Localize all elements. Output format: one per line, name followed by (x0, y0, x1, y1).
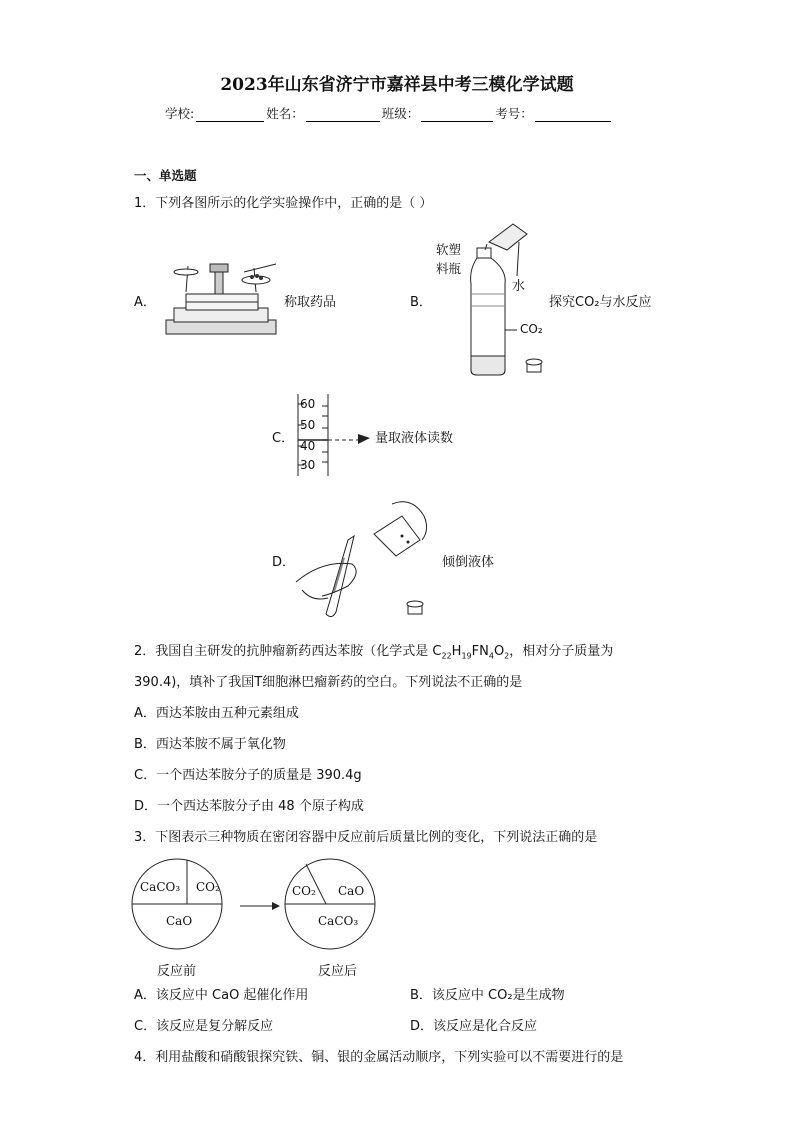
q1-option-b-letter[interactable]: B． (410, 295, 432, 310)
q2-option-a[interactable]: A．西达苯胺由五种元素组成 (134, 706, 299, 721)
pie-before-cao: CaO (166, 914, 193, 928)
section-heading: 一、单选题 (134, 168, 197, 183)
q1-option-a-letter[interactable]: A． (134, 295, 156, 310)
q2-stem-line1: 2．我国自主研发的抗肿瘤新药西达苯胺（化学式是 $C_{22}H_{19}FN_4O_2$，相对分子质量为 (134, 644, 614, 661)
q2-stem-line2: 390.4)，填补了我国T细胞淋巴瘤新药的空白。下列说法不正确的是 (134, 675, 523, 690)
page-title: 2023年山东省济宁市嘉祥县中考三模化学试题 (220, 75, 574, 95)
pie-after-cao: CaO (338, 884, 365, 898)
school-blank[interactable] (196, 108, 264, 122)
exam-no-blank[interactable] (535, 108, 611, 122)
class-blank[interactable] (421, 108, 493, 122)
pouring-liquid-illustration (292, 496, 432, 624)
water-label: 水 (512, 279, 526, 294)
q1-option-c-caption: 量取液体读数 (375, 431, 454, 446)
q2-option-b[interactable]: B．西达苯胺不属于氧化物 (134, 737, 286, 752)
q1-option-d-letter[interactable]: D． (272, 555, 296, 570)
pie-before-caco3: CaCO₃ (140, 880, 181, 894)
bottle-label-1: 软塑 (436, 242, 462, 257)
name-label: 姓名： (266, 106, 304, 121)
co2-bottle-illustration (465, 220, 555, 378)
q3-option-a[interactable]: A．该反应中 CaO 起催化作用 (134, 988, 309, 1003)
co2-label: CO₂ (520, 322, 543, 336)
q1-option-b-caption: 探究CO₂与水反应 (549, 295, 652, 310)
balance-illustration (160, 258, 280, 340)
tick-50: 50 (300, 418, 316, 432)
q3-option-c[interactable]: C．该反应是复分解反应 (134, 1019, 274, 1034)
pie-after-caco3: CaCO₃ (318, 914, 359, 928)
q3-option-d[interactable]: D．该反应是化合反应 (410, 1019, 538, 1034)
student-info-line (165, 104, 613, 122)
pie-before-label: 反应前 (157, 964, 197, 979)
q3-stem: 3．下图表示三种物质在密闭容器中反应前后质量比例的变化，下列说法正确的是 (134, 830, 598, 845)
pie-after-label: 反应后 (318, 964, 358, 979)
q1-option-c-letter[interactable]: C． (272, 431, 295, 446)
q1-stem: 1．下列各图所示的化学实验操作中，正确的是（ ） (134, 196, 433, 211)
bottle-label-2: 料瓶 (436, 261, 462, 276)
class-label: 班级： (381, 106, 420, 121)
tick-40: 40 (300, 439, 316, 453)
pie-before-co2: CO₂ (196, 880, 220, 894)
school-label: 学校: (165, 106, 195, 121)
exam-no-label: 考号： (495, 106, 533, 121)
q1-option-d-caption: 倾倒液体 (442, 555, 495, 570)
name-blank[interactable] (306, 108, 380, 122)
q4-stem: 4．利用盐酸和硝酸银探究铁、铜、银的金属活动顺序，下列实验可以不需要进行的是 (134, 1050, 624, 1065)
pie-after-co2: CO₂ (292, 884, 316, 898)
q2-option-d[interactable]: D．一个西达苯胺分子由 48 个原子构成 (134, 799, 364, 814)
q2-option-c[interactable]: C．一个西达苯胺分子的质量是 390.4g (134, 768, 362, 783)
q1-option-a-caption: 称取药品 (284, 295, 337, 310)
tick-30: 30 (300, 458, 316, 472)
q3-pie-diagram (130, 856, 380, 956)
q3-option-b[interactable]: B．该反应中 CO₂是生成物 (410, 988, 565, 1003)
tick-60: 60 (300, 397, 316, 411)
